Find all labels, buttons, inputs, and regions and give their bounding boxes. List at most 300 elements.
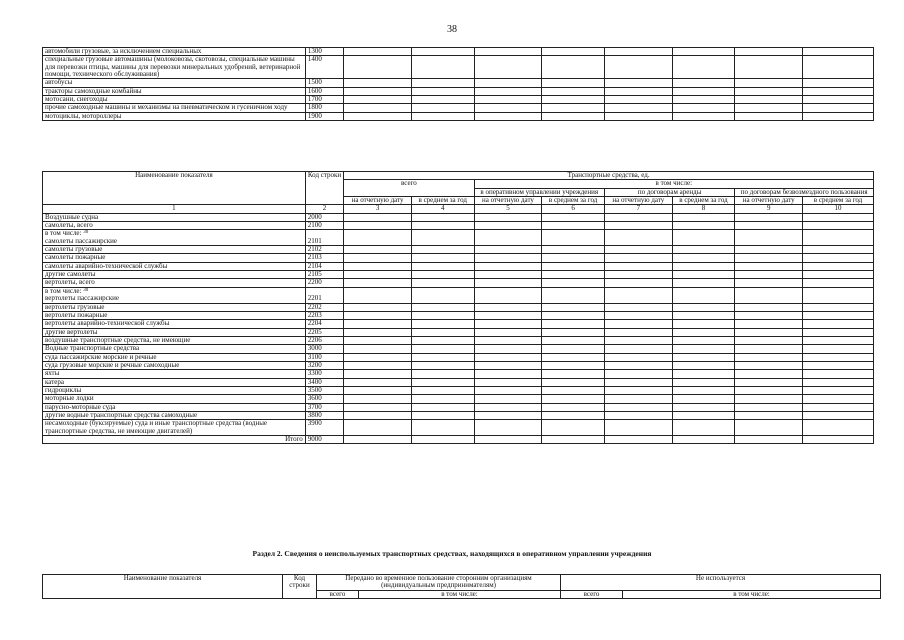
value-cell[interactable] — [803, 370, 874, 378]
value-cell[interactable] — [803, 96, 874, 104]
value-cell[interactable] — [672, 213, 735, 221]
row-code: 3000 — [305, 345, 343, 353]
value-cell[interactable] — [474, 254, 542, 262]
value-cell[interactable] — [474, 79, 542, 87]
value-cell[interactable] — [542, 386, 605, 394]
row-name-cell — [43, 353, 306, 361]
value-cell[interactable] — [411, 96, 474, 104]
value-cell[interactable] — [604, 230, 672, 246]
value-cell[interactable] — [735, 303, 803, 311]
value-cell[interactable] — [542, 395, 605, 403]
value-cell[interactable] — [803, 403, 874, 411]
value-cell[interactable] — [542, 370, 605, 378]
value-cell[interactable] — [672, 112, 735, 120]
value-cell[interactable] — [474, 320, 542, 328]
value-cell[interactable] — [604, 271, 672, 279]
value-cell[interactable] — [542, 254, 605, 262]
value-cell[interactable] — [344, 436, 412, 444]
value-cell[interactable] — [474, 336, 542, 344]
value-cell[interactable] — [344, 361, 412, 369]
value-cell[interactable] — [672, 403, 735, 411]
value-cell[interactable] — [672, 420, 735, 436]
value-cell[interactable] — [803, 328, 874, 336]
value-cell[interactable] — [735, 279, 803, 287]
value-cell[interactable] — [604, 246, 672, 254]
value-cell[interactable] — [672, 395, 735, 403]
value-cell[interactable] — [542, 378, 605, 386]
value-cell[interactable] — [542, 262, 605, 270]
value-cell[interactable] — [411, 254, 474, 262]
value-cell[interactable] — [672, 320, 735, 328]
value-cell[interactable] — [672, 246, 735, 254]
value-cell[interactable] — [474, 420, 542, 436]
value-cell[interactable] — [803, 353, 874, 361]
value-cell[interactable] — [344, 345, 412, 353]
value-cell[interactable] — [604, 420, 672, 436]
value-cell[interactable] — [474, 345, 542, 353]
value-cell[interactable] — [803, 230, 874, 246]
table-row — [43, 287, 874, 303]
value-cell[interactable] — [411, 403, 474, 411]
value-cell[interactable] — [542, 403, 605, 411]
value-cell[interactable] — [803, 411, 874, 419]
value-cell[interactable] — [604, 411, 672, 419]
value-cell[interactable] — [542, 104, 605, 112]
value-cell[interactable] — [604, 386, 672, 394]
table-row — [43, 411, 874, 419]
row-code: 2104 — [305, 262, 343, 270]
value-cell[interactable] — [735, 230, 803, 246]
value-cell[interactable] — [735, 56, 803, 79]
value-cell[interactable] — [411, 56, 474, 79]
row-name-cell — [43, 420, 306, 436]
column-number: 4 — [411, 205, 474, 213]
value-cell[interactable] — [474, 436, 542, 444]
value-cell[interactable] — [735, 395, 803, 403]
value-cell[interactable] — [605, 48, 673, 56]
value-cell[interactable] — [735, 403, 803, 411]
value-cell[interactable] — [803, 112, 874, 120]
value-cell[interactable] — [803, 361, 874, 369]
value-cell[interactable] — [735, 345, 803, 353]
value-cell[interactable] — [803, 246, 874, 254]
row-name-cell — [43, 336, 306, 344]
value-cell[interactable] — [672, 254, 735, 262]
value-cell[interactable] — [735, 328, 803, 336]
value-cell[interactable] — [803, 271, 874, 279]
value-cell[interactable] — [344, 104, 412, 112]
value-cell[interactable] — [542, 96, 605, 104]
value-cell[interactable] — [344, 230, 412, 246]
value-cell[interactable] — [474, 271, 542, 279]
value-cell[interactable] — [411, 246, 474, 254]
value-cell[interactable] — [735, 213, 803, 221]
value-cell[interactable] — [672, 287, 735, 303]
value-cell[interactable] — [542, 345, 605, 353]
value-cell[interactable] — [542, 287, 605, 303]
value-cell[interactable] — [605, 56, 673, 79]
value-cell[interactable] — [735, 436, 803, 444]
value-cell[interactable] — [803, 386, 874, 394]
value-cell[interactable] — [604, 320, 672, 328]
value-cell[interactable] — [605, 79, 673, 87]
value-cell[interactable] — [542, 320, 605, 328]
footnote-ref: 30 — [83, 230, 89, 236]
value-cell[interactable] — [474, 403, 542, 411]
value-cell[interactable] — [604, 287, 672, 303]
row-code: 1800 — [305, 104, 343, 112]
value-cell[interactable] — [411, 361, 474, 369]
value-cell[interactable] — [803, 79, 874, 87]
row-code: 3700 — [305, 403, 343, 411]
value-cell[interactable] — [411, 328, 474, 336]
header-on-date: на отчетную дату — [344, 197, 412, 205]
value-cell[interactable] — [605, 96, 673, 104]
row-name-cell — [43, 287, 306, 303]
value-cell[interactable] — [803, 262, 874, 270]
value-cell[interactable] — [735, 386, 803, 394]
value-cell[interactable] — [542, 328, 605, 336]
value-cell[interactable] — [672, 361, 735, 369]
value-cell[interactable] — [672, 336, 735, 344]
value-cell[interactable] — [542, 230, 605, 246]
value-cell[interactable] — [474, 56, 542, 79]
value-cell[interactable] — [344, 370, 412, 378]
value-cell[interactable] — [672, 378, 735, 386]
value-cell[interactable] — [803, 420, 874, 436]
header-indicator-name: Наименование показателя — [43, 172, 306, 205]
value-cell[interactable] — [474, 222, 542, 230]
table-row — [43, 370, 874, 378]
value-cell[interactable] — [604, 311, 672, 319]
value-cell[interactable] — [735, 262, 803, 270]
value-cell[interactable] — [542, 56, 605, 79]
value-cell[interactable] — [735, 361, 803, 369]
value-cell[interactable] — [542, 246, 605, 254]
value-cell[interactable] — [542, 213, 605, 221]
value-cell[interactable] — [474, 311, 542, 319]
value-cell[interactable] — [411, 336, 474, 344]
row-name: яхты — [45, 369, 60, 378]
value-cell[interactable] — [604, 279, 672, 287]
value-cell[interactable] — [604, 262, 672, 270]
value-cell[interactable] — [604, 328, 672, 336]
value-cell[interactable] — [474, 411, 542, 419]
value-cell[interactable] — [803, 222, 874, 230]
value-cell[interactable] — [411, 420, 474, 436]
row-name-cell — [43, 222, 306, 230]
value-cell[interactable] — [604, 222, 672, 230]
value-cell[interactable] — [604, 395, 672, 403]
value-cell[interactable] — [672, 271, 735, 279]
value-cell[interactable] — [344, 403, 412, 411]
row-name: парусно-моторные суда — [45, 403, 116, 411]
value-cell[interactable] — [803, 378, 874, 386]
value-cell[interactable] — [344, 213, 412, 221]
value-cell[interactable] — [735, 320, 803, 328]
value-cell[interactable] — [803, 48, 874, 56]
value-cell[interactable] — [604, 303, 672, 311]
row-code: 2000 — [305, 213, 343, 221]
value-cell[interactable] — [803, 320, 874, 328]
value-cell[interactable] — [803, 104, 874, 112]
value-cell[interactable] — [803, 254, 874, 262]
value-cell[interactable] — [344, 378, 412, 386]
value-cell[interactable] — [542, 112, 605, 120]
value-cell[interactable] — [411, 395, 474, 403]
value-cell[interactable] — [474, 48, 542, 56]
value-cell[interactable] — [672, 353, 735, 361]
value-cell[interactable] — [474, 279, 542, 287]
table-row — [43, 262, 874, 270]
value-cell[interactable] — [735, 79, 803, 87]
value-cell[interactable] — [542, 303, 605, 311]
value-cell[interactable] — [735, 287, 803, 303]
value-cell[interactable] — [411, 112, 474, 120]
row-name: воздушные транспортные средства, не имеющие — [45, 336, 191, 344]
value-cell[interactable] — [672, 262, 735, 270]
row-code: 2205 — [305, 328, 343, 336]
value-cell[interactable] — [672, 48, 735, 56]
value-cell[interactable] — [803, 311, 874, 319]
value-cell[interactable] — [803, 345, 874, 353]
value-cell[interactable] — [672, 328, 735, 336]
value-cell[interactable] — [735, 246, 803, 254]
s2-header-including: в том числе: — [359, 590, 561, 598]
value-cell[interactable] — [604, 254, 672, 262]
value-cell[interactable] — [474, 328, 542, 336]
row-name-cell — [43, 311, 306, 319]
value-cell[interactable] — [803, 213, 874, 221]
value-cell[interactable] — [542, 311, 605, 319]
value-cell[interactable] — [344, 279, 412, 287]
value-cell[interactable] — [344, 48, 412, 56]
value-cell[interactable] — [803, 395, 874, 403]
value-cell[interactable] — [344, 222, 412, 230]
value-cell[interactable] — [344, 328, 412, 336]
value-cell[interactable] — [542, 222, 605, 230]
value-cell[interactable] — [735, 336, 803, 344]
value-cell[interactable] — [604, 353, 672, 361]
value-cell[interactable] — [735, 222, 803, 230]
value-cell[interactable] — [542, 436, 605, 444]
value-cell[interactable] — [604, 345, 672, 353]
value-cell[interactable] — [542, 79, 605, 87]
value-cell[interactable] — [803, 303, 874, 311]
value-cell[interactable] — [542, 336, 605, 344]
value-cell[interactable] — [542, 279, 605, 287]
value-cell[interactable] — [542, 361, 605, 369]
value-cell[interactable] — [735, 48, 803, 56]
value-cell[interactable] — [803, 336, 874, 344]
total-row — [43, 436, 874, 444]
row-name: вертолеты, всего — [45, 278, 95, 287]
transport-means-table — [42, 171, 874, 444]
value-cell[interactable] — [735, 254, 803, 262]
value-cell[interactable] — [735, 112, 803, 120]
value-cell[interactable] — [542, 271, 605, 279]
value-cell[interactable] — [344, 303, 412, 311]
value-cell[interactable] — [474, 370, 542, 378]
value-cell[interactable] — [474, 386, 542, 394]
value-cell[interactable] — [411, 386, 474, 394]
value-cell[interactable] — [344, 287, 412, 303]
value-cell[interactable] — [411, 104, 474, 112]
value-cell[interactable] — [474, 287, 542, 303]
value-cell[interactable] — [411, 279, 474, 287]
value-cell[interactable] — [803, 287, 874, 303]
table-row — [43, 56, 874, 79]
table-row — [43, 361, 874, 369]
value-cell[interactable] — [542, 411, 605, 419]
value-cell[interactable] — [735, 311, 803, 319]
value-cell[interactable] — [474, 104, 542, 112]
value-cell[interactable] — [411, 303, 474, 311]
value-cell[interactable] — [474, 353, 542, 361]
value-cell[interactable] — [542, 87, 605, 95]
value-cell[interactable] — [604, 336, 672, 344]
value-cell[interactable] — [542, 353, 605, 361]
value-cell[interactable] — [344, 56, 412, 79]
value-cell[interactable] — [411, 262, 474, 270]
value-cell[interactable] — [474, 395, 542, 403]
value-cell[interactable] — [672, 345, 735, 353]
value-cell[interactable] — [411, 230, 474, 246]
value-cell[interactable] — [344, 112, 412, 120]
value-cell[interactable] — [474, 378, 542, 386]
value-cell[interactable] — [474, 262, 542, 270]
row-name-cell — [43, 386, 306, 394]
value-cell[interactable] — [344, 254, 412, 262]
row-code: 2201 — [305, 287, 343, 303]
value-cell[interactable] — [344, 386, 412, 394]
value-cell[interactable] — [672, 436, 735, 444]
value-cell[interactable] — [411, 370, 474, 378]
row-name: другие вертолеты — [45, 328, 98, 336]
value-cell[interactable] — [344, 420, 412, 436]
value-cell[interactable] — [474, 361, 542, 369]
value-cell[interactable] — [672, 279, 735, 287]
value-cell[interactable] — [672, 79, 735, 87]
value-cell[interactable] — [735, 411, 803, 419]
value-cell[interactable] — [344, 246, 412, 254]
row-prefix-text: в том числе: — [45, 229, 82, 238]
value-cell[interactable] — [735, 96, 803, 104]
value-cell[interactable] — [411, 353, 474, 361]
value-cell[interactable] — [411, 271, 474, 279]
row-name: другие водные транспортные средства самоходные — [45, 411, 198, 419]
value-cell[interactable] — [411, 222, 474, 230]
value-cell[interactable] — [803, 56, 874, 79]
value-cell[interactable] — [474, 230, 542, 246]
value-cell[interactable] — [411, 320, 474, 328]
value-cell[interactable] — [411, 411, 474, 419]
value-cell[interactable] — [672, 370, 735, 378]
value-cell[interactable] — [735, 87, 803, 95]
value-cell[interactable] — [605, 104, 673, 112]
value-cell[interactable] — [735, 104, 803, 112]
value-cell[interactable] — [672, 411, 735, 419]
table-row — [43, 254, 874, 262]
value-cell[interactable] — [474, 213, 542, 221]
row-name-cell — [43, 345, 306, 353]
row-name: Воздушные судна — [45, 213, 99, 221]
value-cell[interactable] — [604, 378, 672, 386]
value-cell[interactable] — [803, 279, 874, 287]
value-cell[interactable] — [604, 403, 672, 411]
value-cell[interactable] — [344, 336, 412, 344]
value-cell[interactable] — [735, 271, 803, 279]
value-cell[interactable] — [672, 303, 735, 311]
value-cell[interactable] — [672, 104, 735, 112]
value-cell[interactable] — [474, 96, 542, 104]
value-cell[interactable] — [672, 311, 735, 319]
value-cell[interactable] — [344, 411, 412, 419]
value-cell[interactable] — [672, 96, 735, 104]
value-cell[interactable] — [344, 395, 412, 403]
value-cell[interactable] — [605, 112, 673, 120]
value-cell[interactable] — [411, 287, 474, 303]
row-name-cell — [43, 262, 306, 270]
value-cell[interactable] — [344, 87, 412, 95]
value-cell[interactable] — [474, 303, 542, 311]
value-cell[interactable] — [735, 370, 803, 378]
value-cell[interactable] — [605, 87, 673, 95]
row-name-cell — [43, 328, 306, 336]
value-cell[interactable] — [411, 345, 474, 353]
row-code: 3400 — [305, 378, 343, 386]
value-cell[interactable] — [604, 436, 672, 444]
value-cell[interactable] — [411, 87, 474, 95]
value-cell[interactable] — [542, 420, 605, 436]
value-cell[interactable] — [735, 420, 803, 436]
value-cell[interactable] — [672, 222, 735, 230]
value-cell[interactable] — [344, 262, 412, 270]
value-cell[interactable] — [474, 87, 542, 95]
value-cell[interactable] — [474, 246, 542, 254]
value-cell[interactable] — [411, 378, 474, 386]
value-cell[interactable] — [735, 378, 803, 386]
value-cell[interactable] — [344, 311, 412, 319]
row-name-cell — [43, 378, 306, 386]
value-cell[interactable] — [411, 311, 474, 319]
value-cell[interactable] — [411, 213, 474, 221]
value-cell[interactable] — [672, 56, 735, 79]
value-cell[interactable] — [672, 87, 735, 95]
value-cell[interactable] — [344, 79, 412, 87]
value-cell[interactable] — [411, 79, 474, 87]
row-code: 3800 — [305, 411, 343, 419]
value-cell[interactable] — [803, 436, 874, 444]
row-code: 2103 — [305, 254, 343, 262]
value-cell[interactable] — [344, 271, 412, 279]
value-cell[interactable] — [672, 230, 735, 246]
value-cell[interactable] — [474, 112, 542, 120]
value-cell[interactable] — [411, 436, 474, 444]
value-cell[interactable] — [411, 48, 474, 56]
value-cell[interactable] — [344, 353, 412, 361]
value-cell[interactable] — [344, 320, 412, 328]
value-cell[interactable] — [672, 386, 735, 394]
value-cell[interactable] — [604, 370, 672, 378]
value-cell[interactable] — [344, 96, 412, 104]
row-name: другие самолеты — [45, 270, 96, 279]
value-cell[interactable] — [542, 48, 605, 56]
value-cell[interactable] — [604, 213, 672, 221]
value-cell[interactable] — [735, 353, 803, 361]
value-cell[interactable] — [803, 87, 874, 95]
value-cell[interactable] — [604, 361, 672, 369]
